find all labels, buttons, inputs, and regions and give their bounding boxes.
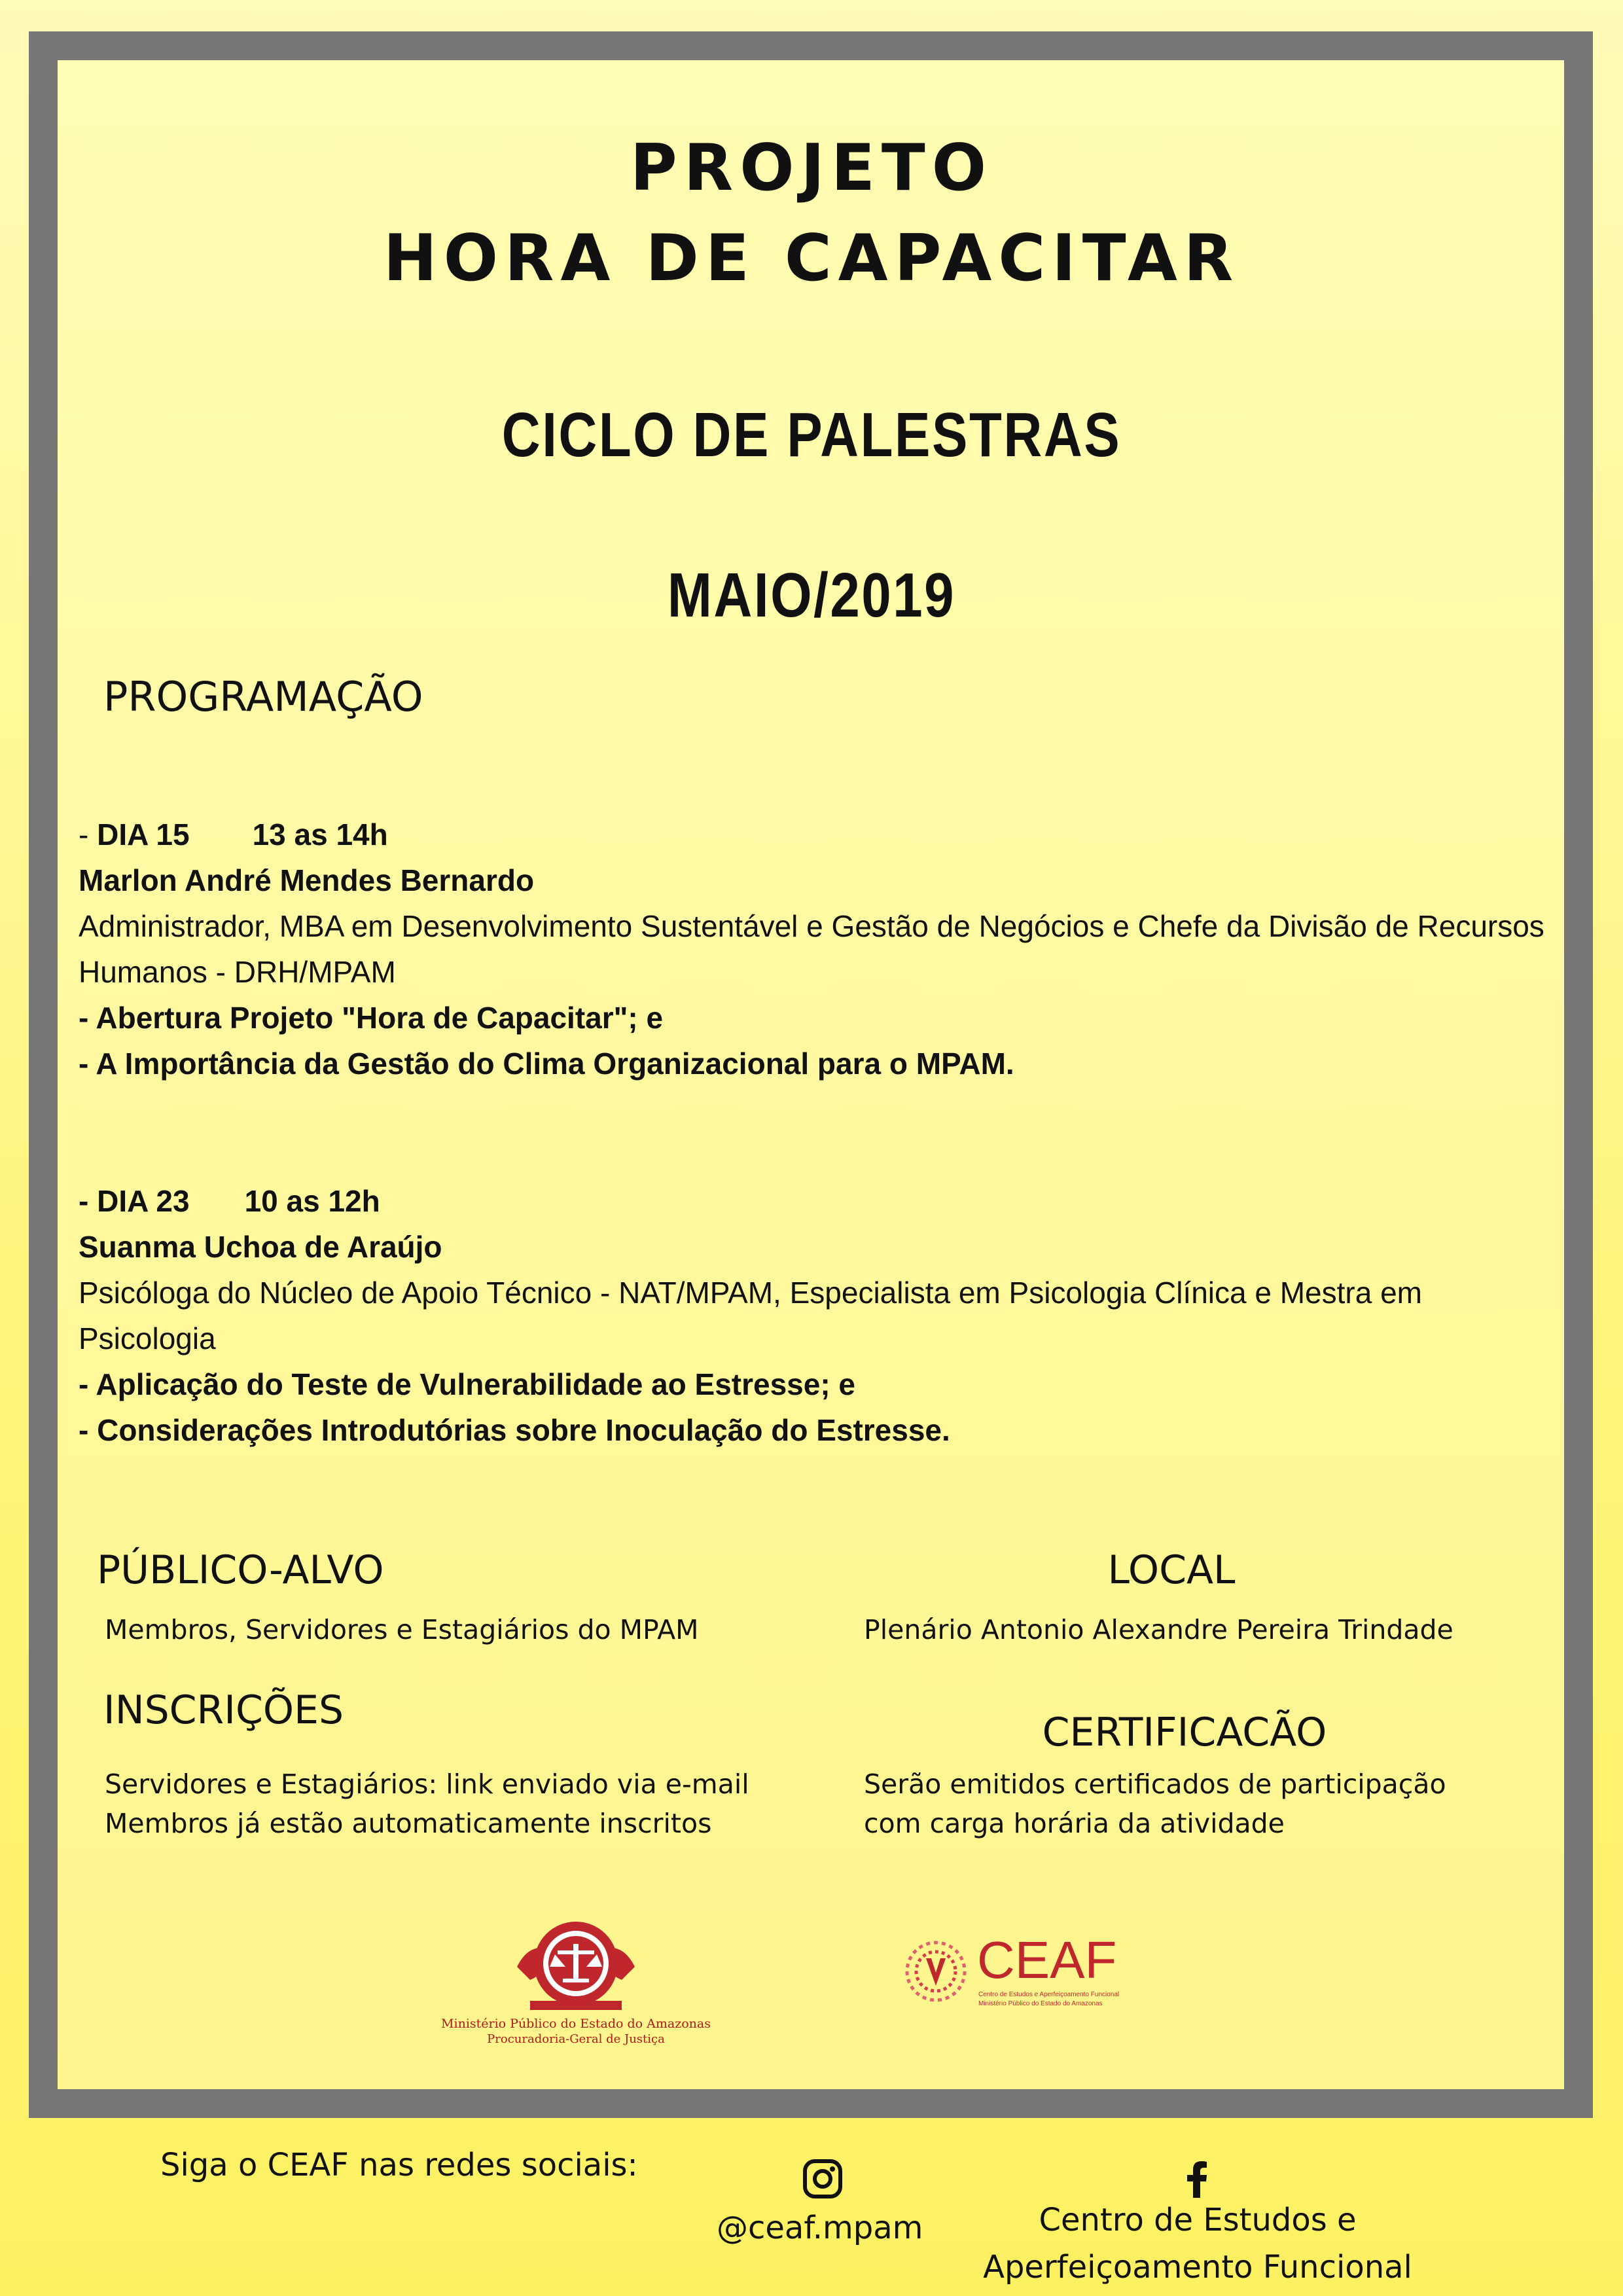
inscricoes-line: Servidores e Estagiários: link enviado via e-mail bbox=[105, 1768, 749, 1800]
mp-logo bbox=[419, 1914, 733, 2052]
program-item-1-date-line bbox=[79, 812, 1551, 857]
publico-heading: PÚBLICO-ALVO bbox=[97, 1547, 384, 1593]
dash: - bbox=[79, 817, 98, 852]
certificacao-heading: CERTIFICACÃO bbox=[1042, 1710, 1327, 1755]
program-day: DIA 23 bbox=[97, 1184, 190, 1218]
facebook-icon[interactable] bbox=[1186, 2161, 1208, 2198]
footer-follow-text: Siga o CEAF nas redes sociais: bbox=[160, 2147, 638, 2183]
ceaf-logo-name: CEAF bbox=[977, 1931, 1117, 1989]
ceaf-logo-sub1: Centro de Estudos e Aperfeiçoamento Funcional bbox=[978, 1991, 1120, 1998]
certificacao-line: com carga horária da atividade bbox=[864, 1808, 1285, 1839]
program-item-2 bbox=[79, 1178, 1551, 1453]
certificacao-text bbox=[864, 1765, 1446, 1843]
ceaf-logo bbox=[900, 1931, 1135, 2022]
program-bio: Administrador, MBA em Desenvolvimento Sustentável e Gestão de Negócios e Chefe da Divisão de Recursos Humanos - DRH/MPAM bbox=[79, 909, 1544, 989]
program-day: DIA 15 bbox=[97, 817, 190, 852]
instagram-icon[interactable] bbox=[802, 2159, 843, 2199]
mp-seal-icon bbox=[419, 1914, 733, 2013]
local-heading: LOCAL bbox=[1107, 1547, 1236, 1593]
program-speaker: Marlon André Mendes Bernardo bbox=[79, 863, 535, 897]
program-topic: - Considerações Introdutórias sobre Inoculação do Estresse. bbox=[79, 1413, 950, 1447]
dash: - bbox=[79, 1184, 98, 1218]
project-title-line1: PROJETO bbox=[630, 131, 993, 206]
program-bio: Psicóloga do Núcleo de Apoio Técnico - NAT/MPAM, Especialista em Psicologia Clínica e Mestra em Psicologia bbox=[79, 1276, 1422, 1355]
program-topic: - Aplicação do Teste de Vulnerabilidade ao Estresse; e bbox=[79, 1367, 856, 1401]
ceaf-emblem-icon bbox=[900, 1939, 972, 2004]
program-item-2-date-line bbox=[79, 1178, 1551, 1224]
programacao-heading: PROGRAMAÇÃO bbox=[103, 673, 423, 721]
instagram-handle[interactable]: @ceaf.mpam bbox=[717, 2210, 923, 2246]
program-speaker: Suanma Uchoa de Araújo bbox=[79, 1230, 442, 1264]
ceaf-logo-sub2: Ministério Público do Estado do Amazonas bbox=[978, 2000, 1103, 2007]
program-topic: - Abertura Projeto "Hora de Capacitar"; e bbox=[79, 1001, 664, 1035]
program-topic: - A Importância da Gestão do Clima Organizacional para o MPAM. bbox=[79, 1047, 1014, 1081]
cycle-title: CICLO DE PALESTRAS bbox=[501, 400, 1122, 470]
mp-logo-line1: Ministério Público do Estado do Amazonas bbox=[441, 2017, 711, 2031]
project-title-line2: HORA DE CAPACITAR bbox=[383, 221, 1240, 296]
month-title: MAIO/2019 bbox=[667, 560, 956, 630]
program-time: 10 as 12h bbox=[244, 1184, 380, 1218]
inscricoes-line: Membros já estão automaticamente inscritos bbox=[105, 1808, 712, 1839]
publico-text: Membros, Servidores e Estagiários do MPAM bbox=[105, 1614, 699, 1645]
mp-logo-line2: Procuradoria-Geral de Justiça bbox=[487, 2032, 665, 2046]
inscricoes-text bbox=[105, 1765, 749, 1843]
inscricoes-heading: INSCRIÇÕES bbox=[103, 1687, 344, 1733]
program-item-1 bbox=[79, 812, 1551, 1086]
facebook-name-line2[interactable]: Aperfeiçoamento Funcional bbox=[983, 2249, 1412, 2286]
local-text: Plenário Antonio Alexandre Pereira Trindade bbox=[864, 1614, 1454, 1645]
certificacao-line: Serão emitidos certificados de participação bbox=[864, 1768, 1446, 1800]
program-time: 13 as 14h bbox=[252, 817, 388, 852]
facebook-name-line1[interactable]: Centro de Estudos e bbox=[1039, 2202, 1357, 2238]
